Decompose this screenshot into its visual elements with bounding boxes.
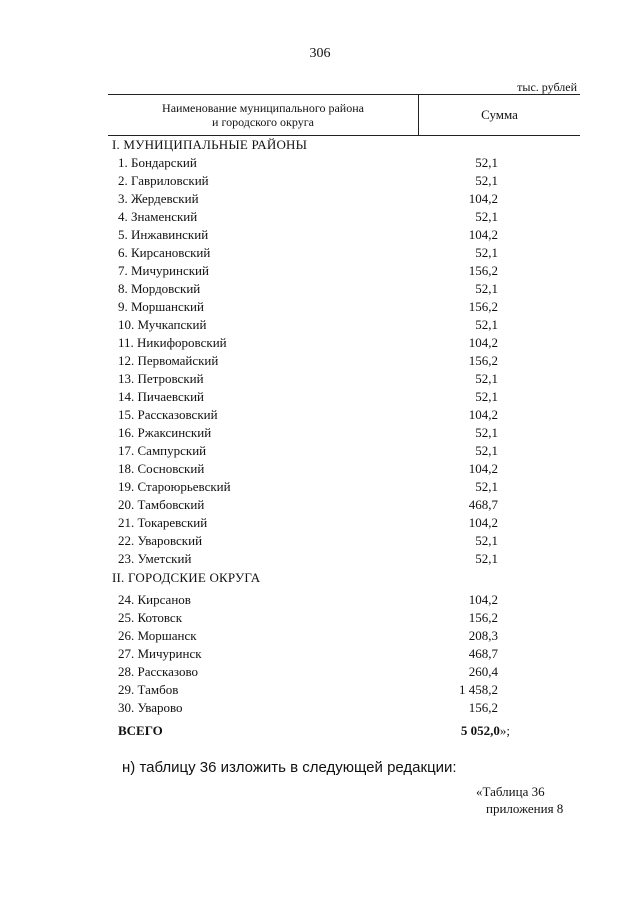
row-value: 104,2	[468, 461, 498, 476]
row-name: 14. Пичаевский	[118, 389, 204, 404]
next-table-caption	[476, 783, 563, 817]
row-value: 52,1	[475, 155, 498, 170]
row-name: 10. Мучкапский	[118, 317, 207, 332]
caption-line1: «Таблица 36	[476, 784, 545, 799]
table-header	[108, 94, 580, 136]
row-value: 52,1	[475, 209, 498, 224]
header-name-line2: и городского округа	[212, 115, 314, 129]
section2-title: II. ГОРОДСКИЕ ОКРУГА	[112, 570, 261, 585]
table-row	[118, 263, 498, 281]
row-value: 156,2	[468, 263, 498, 278]
row-name: 4. Знаменский	[118, 209, 198, 224]
row-value: 1 458,2	[459, 682, 498, 697]
header-sum-cell: Сумма	[481, 107, 518, 122]
row-name: 11. Никифоровский	[118, 335, 227, 350]
row-name: 19. Староюрьевский	[118, 479, 231, 494]
table-row	[118, 425, 498, 443]
total-row	[118, 723, 510, 741]
row-value: 104,2	[468, 407, 498, 422]
total-value: 5 052,0	[460, 723, 500, 738]
row-name: 25. Котовск	[118, 610, 183, 625]
row-value: 52,1	[475, 173, 498, 188]
row-value: 104,2	[468, 227, 498, 242]
table-row	[118, 551, 498, 569]
table-row	[118, 155, 498, 173]
row-value: 156,2	[468, 610, 498, 625]
units-label: тыс. рублей	[517, 80, 577, 94]
row-name: 21. Токаревский	[118, 515, 208, 530]
table-row	[118, 610, 498, 628]
row-name: 1. Бондарский	[118, 155, 197, 170]
table-row	[118, 515, 498, 533]
table-row	[118, 497, 498, 515]
row-value: 104,2	[468, 515, 498, 530]
row-name: 16. Ржаксинский	[118, 425, 212, 440]
table-row	[118, 371, 498, 389]
table-row	[118, 407, 498, 425]
row-name: 15. Рассказовский	[118, 407, 218, 422]
page-number: 306	[309, 46, 331, 61]
table-row	[118, 281, 498, 299]
row-name: 8. Мордовский	[118, 281, 201, 296]
table-row	[118, 173, 498, 191]
table-row	[118, 461, 498, 479]
instruction-text: н) таблицу 36 изложить в следующей редакции:	[122, 759, 457, 776]
row-name: 9. Моршанский	[118, 299, 204, 314]
row-value: 52,1	[475, 425, 498, 440]
row-value: 468,7	[468, 646, 498, 661]
row-value: 104,2	[468, 335, 498, 350]
row-name: 7. Мичуринский	[118, 263, 209, 278]
table-row	[118, 317, 498, 335]
table-row	[118, 389, 498, 407]
table-row	[118, 353, 498, 371]
row-value: 156,2	[468, 299, 498, 314]
row-name: 2. Гавриловский	[118, 173, 209, 188]
table-row	[118, 533, 498, 551]
row-value: 52,1	[475, 281, 498, 296]
row-name: 18. Сосновский	[118, 461, 205, 476]
table-row	[118, 682, 498, 700]
row-name: 24. Кирсанов	[118, 592, 191, 607]
header-name-line1: Наименование муниципального района	[162, 101, 364, 115]
row-value: 208,3	[468, 628, 498, 643]
header-name-cell	[108, 95, 419, 135]
row-name: 30. Уварово	[118, 700, 183, 715]
row-value: 104,2	[468, 191, 498, 206]
row-name: 26. Моршанск	[118, 628, 197, 643]
table-row	[118, 443, 498, 461]
table-row	[118, 191, 498, 209]
section1-title: I. МУНИЦИПАЛЬНЫЕ РАЙОНЫ	[112, 137, 308, 152]
row-value: 52,1	[475, 551, 498, 566]
row-value: 104,2	[468, 592, 498, 607]
row-name: 5. Инжавинский	[118, 227, 209, 242]
row-value: 468,7	[468, 497, 498, 512]
row-name: 27. Мичуринск	[118, 646, 202, 661]
row-name: 13. Петровский	[118, 371, 204, 386]
row-value: 52,1	[475, 371, 498, 386]
row-name: 23. Уметский	[118, 551, 192, 566]
row-value: 156,2	[468, 700, 498, 715]
row-value: 52,1	[475, 443, 498, 458]
row-name: 12. Первомайский	[118, 353, 219, 368]
row-value: 156,2	[468, 353, 498, 368]
row-name: 22. Уваровский	[118, 533, 203, 548]
row-value: 52,1	[475, 389, 498, 404]
row-name: 17. Сампурский	[118, 443, 207, 458]
table-row	[118, 592, 498, 610]
total-value-wrap	[461, 723, 510, 739]
table-row	[118, 245, 498, 263]
row-name: 6. Кирсановский	[118, 245, 211, 260]
row-value: 52,1	[475, 533, 498, 548]
table-row	[118, 628, 498, 646]
table-row	[118, 479, 498, 497]
table-row	[118, 664, 498, 682]
total-suffix: »;	[499, 723, 510, 738]
total-label: ВСЕГО	[118, 723, 163, 738]
row-name: 3. Жердевский	[118, 191, 199, 206]
row-name: 28. Рассказово	[118, 664, 199, 679]
table-row	[118, 646, 498, 664]
table-row	[118, 335, 498, 353]
row-value: 52,1	[475, 479, 498, 494]
table-row	[118, 209, 498, 227]
row-value: 52,1	[475, 245, 498, 260]
row-value: 260,4	[468, 664, 498, 679]
table-row	[118, 700, 498, 718]
table-row	[118, 227, 498, 245]
row-name: 20. Тамбовский	[118, 497, 205, 512]
row-name: 29. Тамбов	[118, 682, 179, 697]
caption-line2: приложения 8	[486, 801, 564, 816]
table-row	[118, 299, 498, 317]
row-value: 52,1	[475, 317, 498, 332]
